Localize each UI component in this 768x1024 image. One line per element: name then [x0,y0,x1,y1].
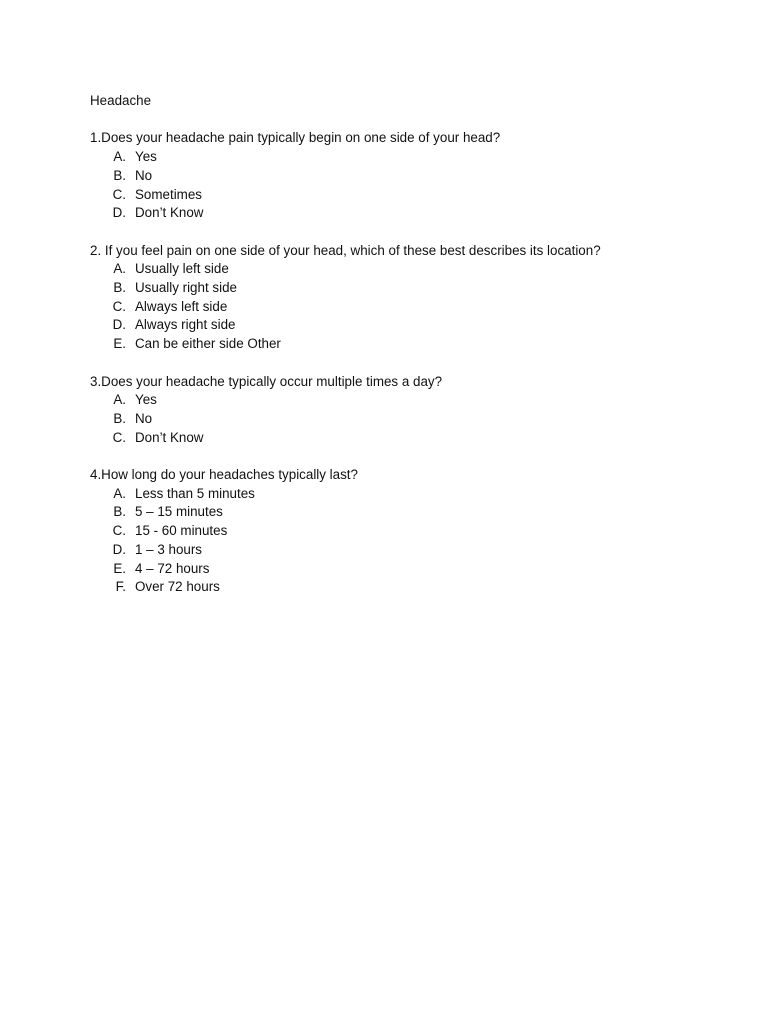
answer-option [90,298,730,317]
answer-option [90,316,730,335]
option-text: Can be either side Other [135,336,281,352]
option-text: Yes [135,392,157,408]
document-page [90,92,730,597]
answer-option [90,541,730,560]
answer-options [90,148,730,223]
option-text: Always right side [135,317,236,333]
option-text: Sometimes [135,186,202,202]
option-letter: A. [113,261,126,277]
answer-option [90,522,730,541]
option-text: Always left side [135,298,228,314]
answer-option [90,204,730,223]
answer-option [90,560,730,579]
answer-option [90,429,730,448]
answer-option [90,186,730,205]
answer-options [90,391,730,447]
option-letter: C. [112,298,126,314]
option-text: 1 – 3 hours [135,541,202,557]
option-text: Less than 5 minutes [135,485,255,501]
option-text: Over 72 hours [135,579,220,595]
option-text: 15 - 60 minutes [135,523,228,539]
question-2 [90,242,730,354]
option-text: 5 – 15 minutes [135,504,223,520]
answer-option [90,260,730,279]
question-4 [90,466,730,597]
answer-option [90,148,730,167]
option-letter: C. [112,186,126,202]
question-text: 1.Does your headache pain typically begin on one side of your head? [90,130,501,146]
option-text: Don’t Know [135,429,204,445]
answer-option [90,279,730,298]
document-title: Headache [90,93,152,108]
answer-option [90,410,730,429]
answer-option [90,335,730,354]
option-letter: D. [112,205,126,221]
option-letter: C. [112,429,126,445]
option-text: No [135,410,153,426]
answer-options [90,260,730,354]
option-letter: B. [113,280,126,295]
option-letter: E. [113,336,126,352]
option-letter: A. [113,149,126,165]
option-letter: B. [113,410,126,426]
answer-option [90,485,730,504]
option-letter: D. [112,541,126,557]
option-text: Usually right side [135,280,237,295]
option-letter: A. [113,485,126,501]
option-text: Usually left side [135,261,229,277]
question-3 [90,373,730,448]
option-text: No [135,167,153,183]
question-text: 2. If you feel pain on one side of your head, which of these best describes its location? [90,242,601,258]
option-letter: C. [112,523,126,539]
option-text: 4 – 72 hours [135,560,210,576]
answer-option [90,167,730,186]
question-text: 4.How long do your headaches typically last? [90,467,358,482]
option-letter: B. [113,167,126,183]
answer-option [90,578,730,597]
option-letter: F. [115,579,126,595]
question-1 [90,129,730,223]
option-letter: A. [113,392,126,408]
question-text: 3.Does your headache typically occur multiple times a day? [90,373,443,389]
option-text: Don’t Know [135,205,204,221]
answer-options [90,485,730,597]
option-text: Yes [135,149,157,165]
answer-option [90,503,730,522]
answer-option [90,391,730,410]
option-letter: D. [112,317,126,333]
option-letter: E. [113,560,126,576]
option-letter: B. [113,504,126,520]
